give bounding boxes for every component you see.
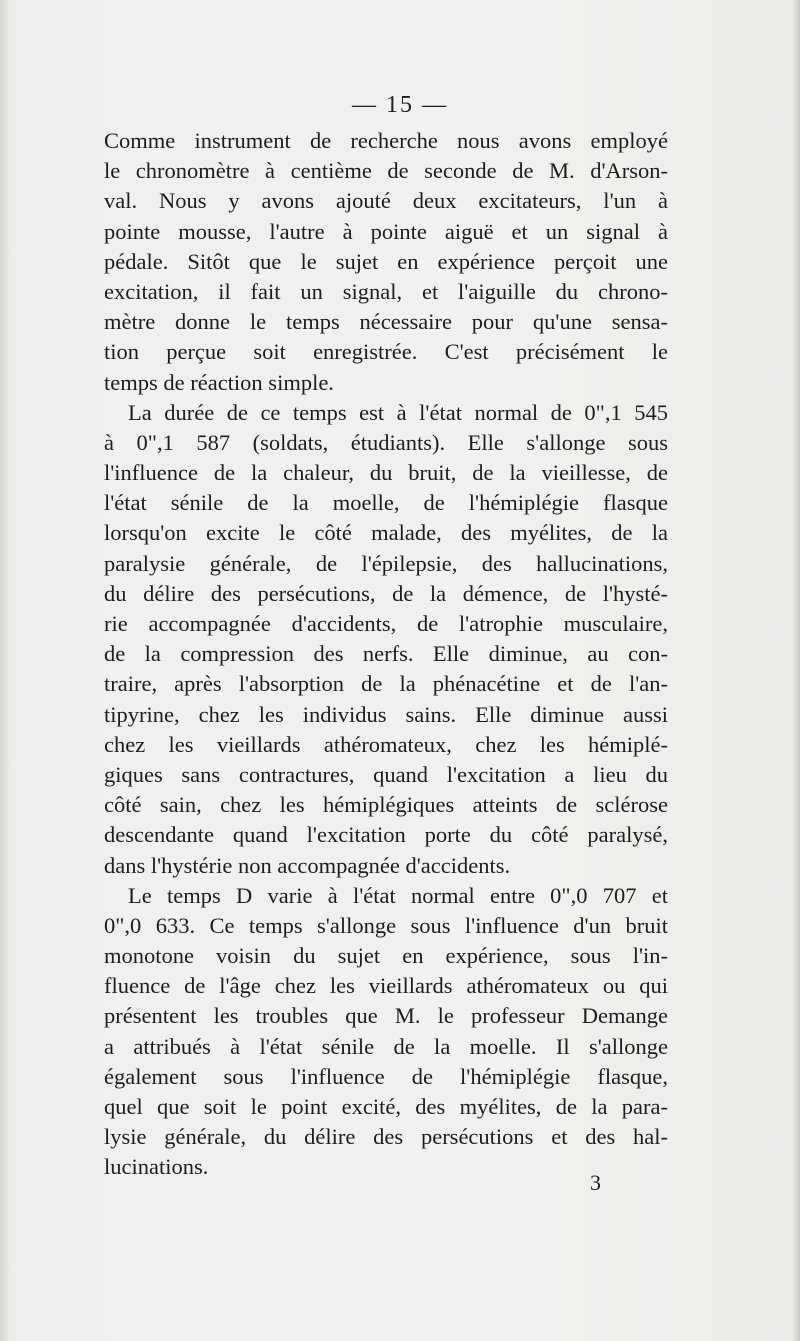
text-line: paralysie générale, de l'épilepsie, des hallucinations, [104,550,668,576]
text-line: mètre donne le temps nécessaire pour qu'une sensa- [104,309,668,335]
body-text [104,126,668,1183]
text-line: giques sans contractures, quand l'excitation a lieu du [104,761,668,787]
text-line: a attribués à l'état sénile de la moelle. Il s'allonge [104,1033,668,1059]
text-line: descendante quand l'excitation porte du côté paralysé, [104,822,668,848]
text-line: le chronomètre à centième de seconde de M. d'Arson- [104,158,668,184]
text-line: 0",0 633. Ce temps s'allonge sous l'influence d'un bruit [104,912,668,938]
text-line: du délire des persécutions, de la démence, de l'hysté- [104,580,668,606]
text-line: fluence de l'âge chez les vieillards athéromateux ou qui [104,973,668,999]
text-line: quel que soit le point excité, des myélites, de la para- [104,1094,668,1119]
text-line: l'état sénile de la moelle, de l'hémiplégie flasque [104,490,668,516]
text-line: tion perçue soit enregistrée. C'est précisément le [104,339,668,365]
text-line: lysie générale, du délire des persécutions et des hal- [104,1124,668,1150]
text-line: à 0",1 587 (soldats, étudiants). Elle s'allonge sous [104,429,668,455]
text-line: Comme instrument de recherche nous avons employé [104,128,668,153]
paragraph [104,881,668,1183]
text-line: Le temps D varie à l'état normal entre 0",0 707 et [128,882,668,908]
page-right-edge [792,0,800,1341]
text-line: excitation, il fait un signal, et l'aiguille du chrono- [104,278,668,304]
text-line: côté sain, chez les hémiplégiques atteints de sclérose [104,792,668,818]
text-line: dans l'hystérie non accompagnée d'accidents. [104,852,511,878]
text-line: val. Nous y avons ajouté deux excitateurs, l'un à [104,188,668,214]
text-line: présentent les troubles que M. le professeur Demange [104,1003,668,1029]
text-line: l'influence de la chaleur, du bruit, de la vieillesse, de [104,460,668,486]
paragraph [104,398,668,881]
text-line: traire, après l'absorption de la phénacétine et de l'an- [104,671,668,697]
text-line: de la compression des nerfs. Elle diminue, au con- [104,641,668,667]
text-line: chez les vieillards athéromateux, chez les hémiplé- [104,731,668,757]
text-line: tipyrine, chez les individus sains. Elle diminue aussi [104,701,668,727]
page-left-edge [0,0,10,1341]
text-line: lucinations. [104,1154,209,1180]
text-line: lorsqu'on excite le côté malade, des myélites, de la [104,520,668,546]
text-line: pédale. Sitôt que le sujet en expérience perçoit une [104,248,668,274]
text-line: pointe mousse, l'autre à pointe aiguë et un signal à [104,218,668,244]
signature-mark: 3 [590,1170,601,1195]
paragraph [104,126,668,398]
text-line: La durée de ce temps est à l'état normal de 0",1 545 [128,399,668,425]
text-line: monotone voisin du sujet en expérience, sous l'in- [104,943,668,969]
text-line: rie accompagnée d'accidents, de l'atrophie musculaire, [104,611,668,636]
page-number-header: — 15 — [352,92,448,118]
text-line: temps de réaction simple. [104,369,334,395]
text-line: également sous l'influence de l'hémiplégie flasque, [104,1063,668,1089]
